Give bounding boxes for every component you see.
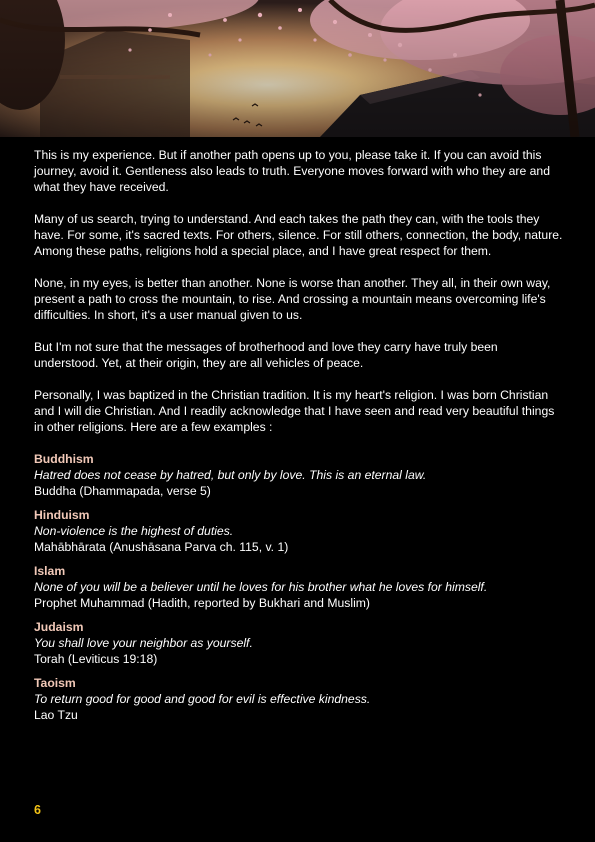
page-number: 6 <box>34 803 41 817</box>
quote-text: Hatred does not cease by hatred, but only by love. This is an eternal law. <box>34 468 427 482</box>
religion-quotes-list <box>34 451 564 723</box>
quote-text: Non-violence is the highest of duties. <box>34 524 234 538</box>
quote-text: To return good for good and good for evil is effective kindness. <box>34 692 371 706</box>
paragraph: Many of us search, trying to understand. And each takes the path they can, with the tools they have. For some, it's sacred texts. For others, silence. For still others, connection, the body, nature. Among these paths, religions hold a special place, and I have great respect for them. <box>34 212 563 258</box>
quote-source: Lao Tzu <box>34 708 78 722</box>
main-text <box>34 147 564 731</box>
quote-heading: Hinduism <box>34 508 90 522</box>
paragraph: None, in my eyes, is better than another. None is worse than another. They all, in their own way, present a path to cross the mountain, to rise. And crossing a mountain means overcoming life's difficulties. In short, it's a user manual given to us. <box>34 276 551 322</box>
quote-taoism <box>34 675 564 723</box>
paragraph: This is my experience. But if another path opens up to you, please take it. If you can avoid this journey, avoid it. Gentleness also leads to truth. Everyone moves forward with who they are and what they have received. <box>34 148 550 194</box>
quote-text: None of you will be a believer until he loves for his brother what he loves for himself. <box>34 580 488 594</box>
quote-heading: Islam <box>34 564 66 578</box>
paragraph: Personally, I was baptized in the Christian tradition. It is my heart's religion. I was born Christian and I will die Christian. And I readily acknowledge that I have seen and read very beautiful things in other religions. Here are a few examples : <box>34 388 555 434</box>
quote-heading: Buddhism <box>34 452 94 466</box>
quote-source: Prophet Muhammad (Hadith, reported by Bukhari and Muslim) <box>34 596 370 610</box>
quote-islam <box>34 563 564 611</box>
paragraph: But I'm not sure that the messages of brotherhood and love they carry have truly been understood. Yet, at their origin, they are all vehicles of peace. <box>34 340 498 370</box>
quote-source: Mahābhārata (Anushāsana Parva ch. 115, v. 1) <box>34 540 289 554</box>
quote-hinduism <box>34 507 564 555</box>
quote-source: Buddha (Dhammapada, verse 5) <box>34 484 211 498</box>
quote-buddhism <box>34 451 564 499</box>
quote-source: Torah (Leviticus 19:18) <box>34 652 158 666</box>
quote-heading: Judaism <box>34 620 84 634</box>
quote-judaism <box>34 619 564 667</box>
cherry-blossom-sunset-image <box>0 0 595 137</box>
header-illustration <box>0 0 595 137</box>
quote-text: You shall love your neighbor as yourself. <box>34 636 253 650</box>
quote-heading: Taoism <box>34 676 76 690</box>
